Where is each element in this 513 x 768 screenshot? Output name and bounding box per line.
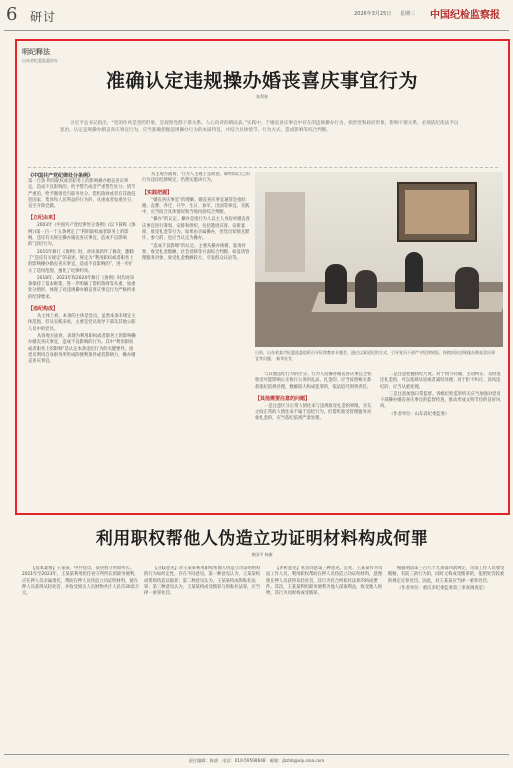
- section-heading: 【实践把握】: [142, 189, 173, 196]
- column-tag-sub: 山东省纪委监委协办: [22, 58, 58, 63]
- paragraph: 从主体上看，本条的主体是党员。虽然本条未规定主体范围，但从实践来看，主要是党员领导干部及其他公职人员中的党员。: [28, 314, 136, 332]
- paragraph: 2015年修订《条例》时，对该条款作了修改，删除了“违反有关规定”的表述，规定为“利用职权或者职务上的影响操办婚丧喜庆事宜，造成不良影响的”，进一步扩大了适用范围，强化了纪律约束。: [28, 249, 134, 274]
- photo-person: [355, 270, 377, 308]
- text-column-4: [380, 372, 502, 508]
- lead-body: 第一百条 利用职权或者职务上的影响操办婚丧喜庆事宜，造成不良影响的，给予警告或者严重警告处分；情节严重的，给予撤销党内职务处分。借机敛财或者有其他侵犯国家、集体和人民利益的行为的，从重或者加重处分，直至开除党籍。: [28, 179, 136, 210]
- photo-caption: [255, 350, 495, 361]
- paragraph: “婚丧喜庆事宜”的理解。婚丧喜庆事宜通常是指结婚、丧葬、乔迁、升学、生日、参军、出国等事宜。实践中，应当结合具体情况和当地风俗综合判断。: [142, 197, 250, 216]
- paragraph: 2003年《中国共产党纪律处分条例》(以下简称《条例》)第一百一十五条规定了“利用职权或者职务上的影响，违反有关规定操办婚丧喜庆事宜，造成不良影响的”违纪行为。: [28, 223, 136, 248]
- paragraph: 与其他违纪行为的区分。行为人借操办婚丧喜庆事宜之机收受可能影响公正执行公务的礼品、礼金的，应当按照相关条款依纪依规处理，数额较大构成犯罪的，依法追究刑事责任。: [255, 372, 372, 390]
- paragraph: 二是注意把握执纪尺度。对于情节轻微、主动纠正、及时退还礼金的，可以依规从轻或者减轻处理；对于拒不纠正、顶风违纪的，应当从重处理。: [380, 372, 501, 390]
- newspaper-brand: 中国纪检监察报: [430, 10, 500, 21]
- page-footer: 责任编辑：陈斌 电话：010-59598648 邮箱：jbzhb@vip.sina.com: [4, 754, 509, 764]
- abstract-text: 习近平总书记指出，“党的作风是党的形象，是观察党群干群关系、人心向背的晴雨表。”实践中，于婚丧喜庆事宜中存在的违规操办行为，损害党和政府形象，影响干群关系，必须依纪依法予以惩治。认定违规操办婚丧喜庆事宜行为，应当准确把握违规操办行为的本质特征，并结合具体情节、行为方式、造成影响等综合判断。: [60, 121, 459, 134]
- text-column-2: [142, 172, 250, 507]
- photo-person: [405, 252, 423, 296]
- section-heading: 【其他需要注意的问题】: [255, 395, 311, 402]
- issue-date: 2026年3月25日: [354, 11, 392, 17]
- paragraph: 2018年、2023年和2024年修订《条例》时均对该条保持了基本框架，进一步明确了借机敛财等从重、加重处分情形，体现了对违规操办婚丧喜庆事宜行为严格约束的纪律要求。: [28, 275, 136, 300]
- abstract-divider: [28, 167, 498, 168]
- page-header: [0, 0, 513, 38]
- article-author: 张利春: [256, 94, 268, 99]
- section-heading: 【违纪构成】: [28, 306, 59, 313]
- paragraph: 根据刑法第三百九十九条第四款规定，司法工作人员收受贿赂，有前三款行为的，同时又构成受贿罪的，依照处罚较重的规定定罪处罚。因此，对王某某应当择一重罪处罚。: [388, 566, 505, 584]
- column-tag: [22, 47, 58, 64]
- header-rule: [4, 30, 509, 31]
- photo-credit: 新华社发: [276, 355, 293, 361]
- article-abstract: [60, 120, 460, 154]
- photo-person: [325, 264, 347, 304]
- paragraph: 一是注意区分正常人情往来与违规收受礼金的界限。亲友之间正常的人情往来不属于违纪行为，但借机收受管理服务对象礼金的，应当依纪依规严肃处理。: [255, 403, 372, 422]
- section-heading: 【立纪由来】: [28, 215, 59, 222]
- end-note: （作者单位：山东省纪委监委）: [389, 411, 450, 417]
- paragraph: （作者单位：重庆市纪委监委第三审查调查室）: [397, 585, 488, 591]
- paragraph: “操办”的认定。操办是指行为人以主人身份对婚丧喜庆事宜进行筹划、安排和组织，包括邀请宾客、安排宴席、收受礼金等行为。如果由亲属操办，但党员知情且默许、参与的，也应当认定为操办。: [142, 217, 250, 242]
- article-title: 准确认定违规操办婚丧喜庆事宜行为: [105, 70, 418, 92]
- paragraph: 【分歧意见】对王某某利用职权帮他人伪造立功证明材料的行为如何定性，存在不同意见。第一种意见认为，王某某构成帮助伪造证据罪；第二种意见认为，王某某构成徇私枉法罪；第三种意见认为，王某某构成受贿罪与徇私枉法罪，应当择一重罪处罚。: [144, 566, 261, 597]
- paragraph: 从主观方面看，行为人主观上是故意，即明知自己的行为违反纪律规定，仍然实施该行为。: [142, 172, 250, 184]
- meeting-photo: [255, 172, 503, 347]
- issue-weekday: 星期三: [400, 11, 416, 17]
- text-column-3: [255, 372, 373, 508]
- bottom-column-4: [388, 566, 506, 750]
- text-column-1: [28, 172, 136, 507]
- second-article-title: 利用职权帮他人伪造立功证明材料构成何罪: [95, 529, 429, 549]
- paragraph: 【评析意见】笔者同意第三种意见。首先，王某某作为司法工作人员，利用职权帮助在押人员伪造立功证明材料，意图使在押人员获得从轻处罚，其行为符合徇私枉法罪的构成要件。其次，王某某利用职务便利为他人谋取利益，收受他人财物，其行为同时构成受贿罪。: [266, 566, 383, 597]
- photo-shelf: [265, 192, 305, 272]
- bottom-column-2: [144, 566, 262, 750]
- page-number: 6: [6, 4, 18, 25]
- column-tag-title: 明纪释法: [22, 47, 50, 56]
- photo-screen: [397, 182, 477, 242]
- paragraph: 【基本案情】王某某，中共党员，某县看守所原所长。2021年至2023年，王某某利用担任看守所所长的职务便利，应在押人员亲属请托，帮助在押人员伪造立功证明材料，使在押人员获得从轻处罚，并收受相关人员财物共计人民币30余万元。: [22, 566, 140, 597]
- photo-caption-text: 日前，山东省某市纪委监委组织召开纪律教育专题会，通过以案说纪的方式，引导党员干部严守纪律规矩，持续纠治违规操办婚丧喜庆事宜等问题。: [255, 350, 495, 361]
- bottom-column-3: [266, 566, 384, 750]
- bottom-column-1: [22, 566, 140, 750]
- photo-person: [455, 267, 479, 309]
- paragraph: “造成不良影响”的认定。主要从操办规模、宴请对象、收受礼金数额、社会反映等方面综合判断，如宴请管理服务对象、收受礼金数额较大、引发群众议论等。: [142, 243, 250, 262]
- paragraph: 三是注意加强日常监督。各级纪检监察机关应当加强对党员干部操办婚丧喜庆事宜的监督检查，推动形成文明节俭的良好风尚。: [380, 391, 501, 410]
- second-article-author: 黄国平 杨旗: [251, 552, 273, 557]
- paragraph: 从客观方面看，表现为利用职权或者职务上的影响操办婚丧喜庆事宜，造成不良影响的行为。其中“利用职权或者职务上的影响”是认定本条违纪行为的关键要件，指党员利用自身职务所形成的便利条件或者影响力，操办婚丧喜庆事宜。: [28, 333, 136, 365]
- section-name: 研讨: [30, 10, 57, 24]
- lead-title: 《中国共产党纪律处分条例》: [28, 173, 94, 179]
